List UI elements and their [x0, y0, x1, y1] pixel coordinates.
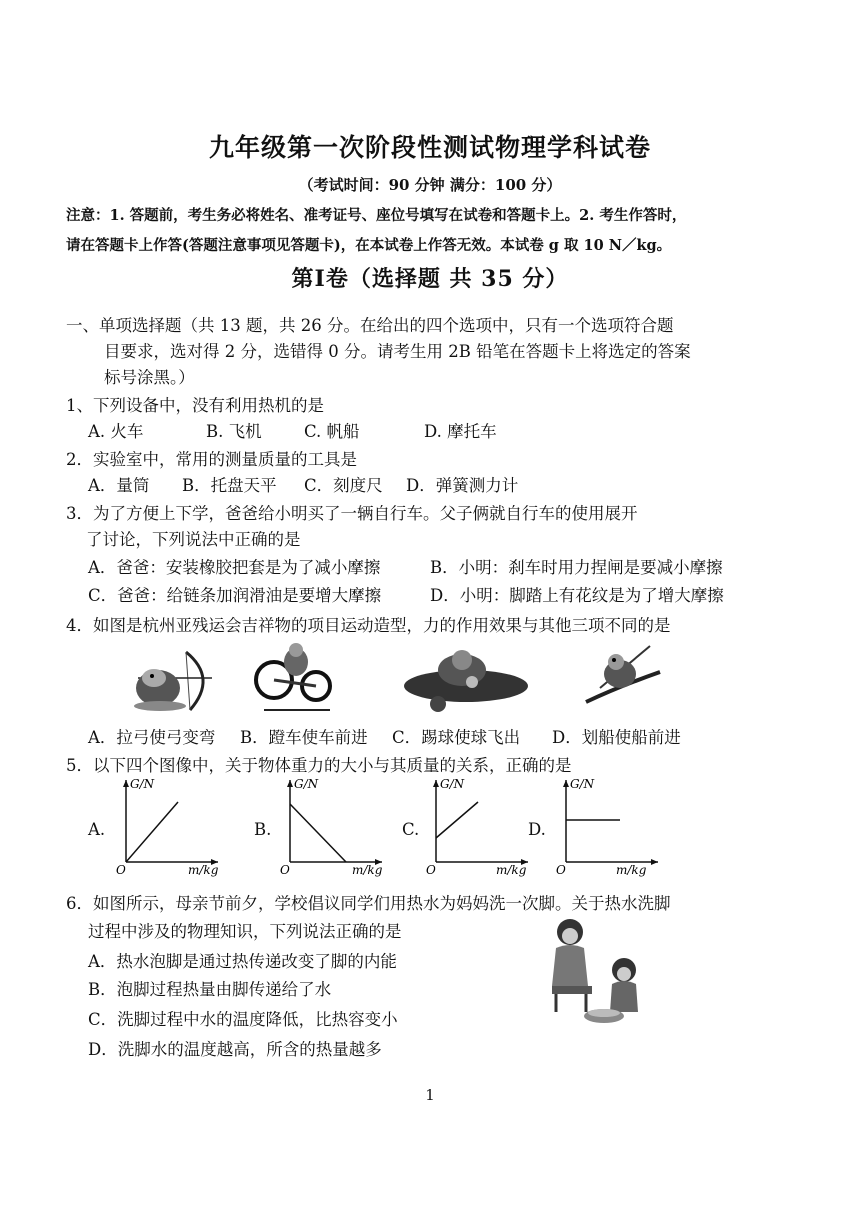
page-number: 1 [425, 1086, 435, 1104]
q1-option-a: A. 火车 [88, 422, 144, 441]
foot-washing-image [540, 912, 650, 1028]
graph-c [422, 774, 532, 878]
graph-b-xlabel: m/kg [352, 863, 383, 877]
q3-stem-line-2: 了讨论，下列说法中正确的是 [86, 530, 301, 549]
mascot-archery-image [120, 648, 220, 714]
q3-stem-line-1: 3．为了方便上下学，爸爸给小明买了一辆自行车。父子俩就自行车的使用展开 [66, 504, 638, 523]
mascot-football-image [392, 640, 532, 714]
mascot-rowing-image [580, 636, 664, 710]
q3-option-d: D．小明：脚踏上有花纹是为了增大摩擦 [430, 586, 724, 605]
q1-option-d: D. 摩托车 [424, 422, 497, 441]
q4-option-a: A．拉弓使弓变弯 [88, 728, 216, 747]
graph-d [552, 774, 662, 878]
graph-d-origin: O [556, 863, 566, 877]
q3-option-b: B．小明：刹车时用力捏闸是要减小摩擦 [430, 558, 723, 577]
q6-stem-line-1: 6．如图所示，母亲节前夕，学校倡议同学们用热水为妈妈洗一次脚。关于热水洗脚 [66, 894, 671, 913]
graph-c-xlabel: m/kg [496, 863, 527, 877]
q5-option-c: C. [402, 820, 420, 839]
q1-option-c: C. 帆船 [304, 422, 360, 441]
q6-stem-line-2: 过程中涉及的物理知识，下列说法正确的是 [88, 922, 402, 941]
exam-title: 九年级第一次阶段性测试物理学科试卷 [208, 133, 651, 162]
graph-d-xlabel: m/kg [616, 863, 647, 877]
exam-time-info: （考试时间：90 分钟 满分：100 分） [298, 176, 562, 194]
q6-option-b: B．泡脚过程热量由脚传递给了水 [88, 980, 332, 999]
graph-c-ylabel: G/N [440, 777, 465, 791]
q2-option-b: B．托盘天平 [182, 476, 277, 495]
graph-b-origin: O [280, 863, 290, 877]
note-line-1: 注意：1. 答题前，考生务必将姓名、准考证号、座位号填写在试卷和答题卡上。2. 考生作答时， [66, 207, 687, 224]
graph-a-origin: O [116, 863, 126, 877]
q2-stem: 2．实验室中，常用的测量质量的工具是 [66, 450, 357, 469]
graph-b [276, 774, 386, 878]
graph-c-origin: O [426, 863, 436, 877]
graph-a-ylabel: G/N [130, 777, 155, 791]
q2-option-a: A．量筒 [88, 476, 150, 495]
section-instruction-2: 目要求，选对得 2 分，选错得 0 分。请考生用 2B 铅笔在答题卡上将选定的答案 [104, 342, 691, 361]
graph-d-ylabel: G/N [570, 777, 595, 791]
section-instruction-1: 一、单项选择题（共 13 题，共 26 分。在给出的四个选项中，只有一个选项符合题 [66, 316, 674, 335]
graph-a [112, 774, 222, 878]
q4-stem: 4．如图是杭州亚残运会吉祥物的项目运动造型，力的作用效果与其他三项不同的是 [66, 616, 671, 635]
section-title: 第Ⅰ卷（选择题 共 35 分） [291, 266, 569, 292]
q5-option-a: A. [88, 820, 106, 839]
q6-option-c: C．洗脚过程中水的温度降低，比热容变小 [88, 1010, 398, 1029]
section-instruction-3: 标号涂黑。） [104, 368, 195, 387]
q5-option-d: D. [528, 820, 546, 839]
q5-option-b: B. [254, 820, 272, 839]
q4-option-d: D．划船使船前进 [552, 728, 681, 747]
q3-option-a: A．爸爸：安装橡胶把套是为了减小摩擦 [88, 558, 381, 577]
q3-option-c: C．爸爸：给链条加润滑油是要增大摩擦 [88, 586, 382, 605]
q6-option-a: A．热水泡脚是通过热传递改变了脚的内能 [88, 952, 397, 971]
graph-a-xlabel: m/kg [188, 863, 219, 877]
q2-option-d: D．弹簧测力计 [406, 476, 519, 495]
note-line-2: 请在答题卡上作答(答题注意事项见答题卡)，在本试卷上作答无效。本试卷 g 取 10 N／kg。 [66, 237, 672, 254]
q5-stem: 5．以下四个图像中，关于物体重力的大小与其质量的关系，正确的是 [66, 756, 572, 775]
q2-option-c: C．刻度尺 [304, 476, 383, 495]
q4-option-c: C．踢球使球飞出 [392, 728, 521, 747]
q6-option-d: D．洗脚水的温度越高，所含的热量越多 [88, 1040, 382, 1059]
q1-option-b: B. 飞机 [206, 422, 262, 441]
mascot-cycling-image [252, 640, 336, 722]
q4-option-b: B．蹬车使车前进 [240, 728, 368, 747]
graph-b-ylabel: G/N [294, 777, 319, 791]
q1-stem: 1、下列设备中，没有利用热机的是 [66, 396, 324, 415]
